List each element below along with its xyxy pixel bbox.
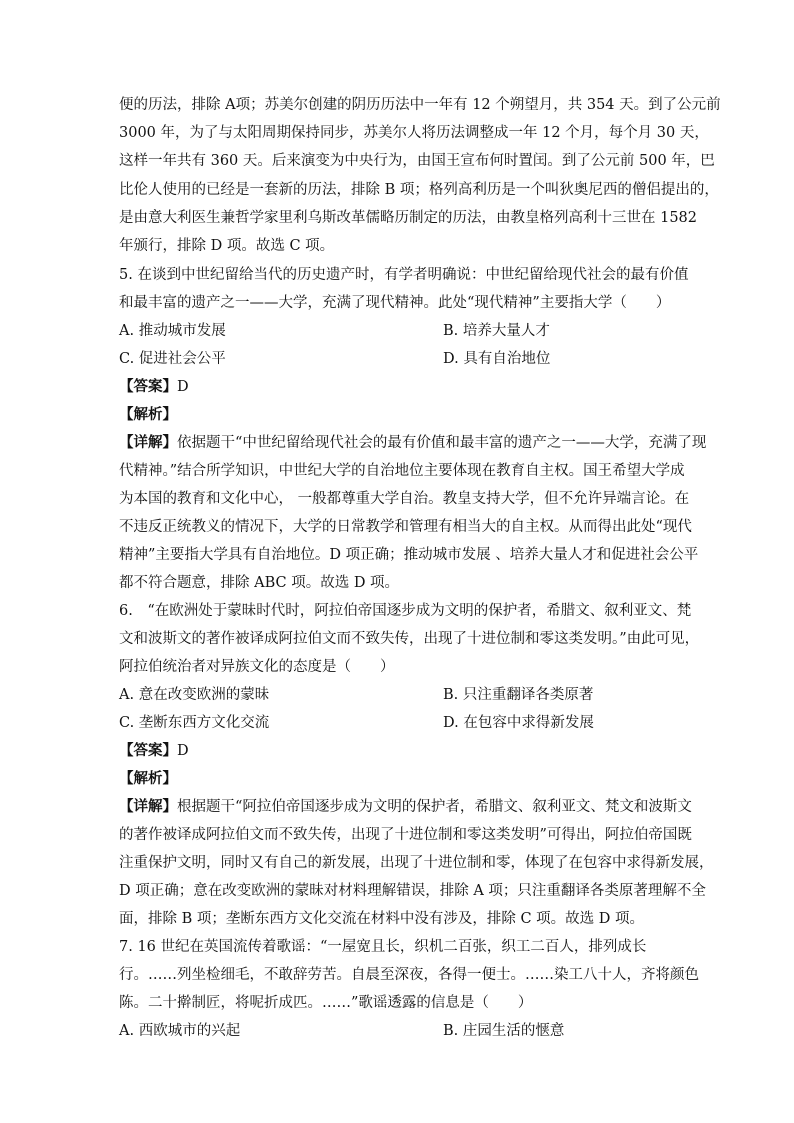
option-c: C. 促进社会公平 xyxy=(119,351,226,367)
question-stem-line: 5. 在谈到中世纪留给当代的历史遗产时，有学者明确说：中世纪留给现代社会的最有价值 xyxy=(119,267,689,283)
option-d: D. 具有自治地位 xyxy=(443,351,551,367)
detail-text: 根据题干“阿拉伯帝国逐步成为文明的保护者，希腊文、叙利亚文、梵文和波斯文 xyxy=(177,799,692,815)
option-a: A. 意在改变欧洲的蒙昧 xyxy=(119,687,270,703)
question-stem-line: 6. “在欧洲处于蒙昧时代时，阿拉伯帝国逐步成为文明的保护者，希腊文、叙利亚文、梵 xyxy=(119,603,692,619)
answer-tag: 【答案】 xyxy=(119,742,177,759)
answer-tag: 【答案】 xyxy=(119,378,177,395)
detail-tag: 【详解】 xyxy=(119,798,177,815)
detail-line xyxy=(119,433,707,453)
option-b: B. 庄园生活的惬意 xyxy=(443,1023,565,1039)
option-b: B. 只注重翻译各类原著 xyxy=(443,687,594,703)
answer-line xyxy=(119,377,679,397)
text-line: 是由意大利医生兼哲学家里利乌斯改革儒略历制定的历法，由教皇格列高利十三世在 1582 xyxy=(119,210,698,226)
detail-text: 依据题干“中世纪留给现代社会的最有价值和最丰富的遗产之一——大学，充满了现 xyxy=(177,435,707,451)
option-d: D. 在包容中求得新发展 xyxy=(443,715,594,731)
option-c: C. 垄断东西方文化交流 xyxy=(119,715,270,731)
question-stem-line: 7. 16 世纪在英国流传着歌谣：“一屋宽且长，织机二百张，织工二百人，排列成长 xyxy=(119,939,647,955)
detail-line: 不违反正统教义的情况下，大学的日常教学和管理有相当大的自主权。从而得出此处“现代 xyxy=(119,519,692,535)
text-line: 便的历法，排除 A项；苏美尔创建的阴历历法中一年有 12 个朔望月，共 354 天。到了公元前 xyxy=(119,97,721,113)
detail-line: 注重保护文明，同时又有自己的新发展，出现了十进位制和零，体现了在包容中求得新发展， xyxy=(119,855,714,871)
option-a: A. 西欧城市的兴起 xyxy=(119,1023,241,1039)
detail-line: 都不符合题意，排除 ABC 项。故选 D 项。 xyxy=(119,575,400,591)
detail-tag: 【详解】 xyxy=(119,434,177,451)
analysis-tag: 【解析】 xyxy=(119,406,177,423)
answer-value: D xyxy=(177,379,189,395)
detail-line: 的著作被译成阿拉伯文而不致失传，出现了十进位制和零这类发明”可得出，阿拉伯帝国既 xyxy=(119,827,692,843)
detail-line: 面，排除 B 项；垄断东西方文化交流在材料中没有涉及，排除 C 项。故选 D 项。 xyxy=(119,911,645,927)
analysis-tag: 【解析】 xyxy=(119,770,177,787)
question-stem-line: 陈。二十擀制匠，将呢折成匹。……”歌谣透露的信息是（ ） xyxy=(119,995,533,1011)
detail-line: 为本国的教育和文化中心， 一般都尊重大学自治。教皇支持大学，但不允许异端言论。在 xyxy=(119,491,690,507)
text-line: 年颁行，排除 D 项。故选 C 项。 xyxy=(119,238,335,254)
question-stem-line: 阿拉伯统治者对异族文化的态度是（ ） xyxy=(119,659,395,675)
text-line: 比伦人使用的已经是一套新的历法，排除 B 项；格列高利历是一个叫狄奥尼西的僧侣提出的， xyxy=(119,182,719,198)
question-stem-line: 和最丰富的遗产之一——大学，充满了现代精神。此处“现代精神”主要指大学（ ） xyxy=(119,295,671,311)
detail-line: 精神”主要指大学具有自治地位。D 项正确；推动城市发展 、培养大量人才和促进社会公平 xyxy=(119,547,699,563)
detail-line: 代精神。”结合所学知识，中世纪大学的自治地位主要体现在教育自主权。国王希望大学成 xyxy=(119,463,685,479)
answer-value: D xyxy=(177,743,189,759)
question-stem-line: 行。……列坐检细毛，不敢辞劳苦。自晨至深夜，各得一便士。……染工八十人，齐将颜色 xyxy=(119,967,699,983)
question-stem-line: 文和波斯文的著作被译成阿拉伯文而不致失传，出现了十进位制和零这类发明。”由此可见， xyxy=(119,631,700,647)
answer-line xyxy=(119,741,679,761)
text-line: 这样一年共有 360 天。后来演变为中央行为，由国王宣布何时置闰。到了公元前 500 年，巴 xyxy=(119,153,715,169)
option-a: A. 推动城市发展 xyxy=(119,323,226,339)
detail-line: D 项正确；意在改变欧洲的蒙昧对材料理解错误，排除 A 项；只注重翻译各类原著理解不全 xyxy=(119,883,706,899)
option-b: B. 培养大量人才 xyxy=(443,323,550,339)
detail-line xyxy=(119,797,692,817)
text-line: 3000 年，为了与太阳周期保持同步，苏美尔人将历法调整成一年 12 个月，每个月 30 天， xyxy=(119,125,709,141)
